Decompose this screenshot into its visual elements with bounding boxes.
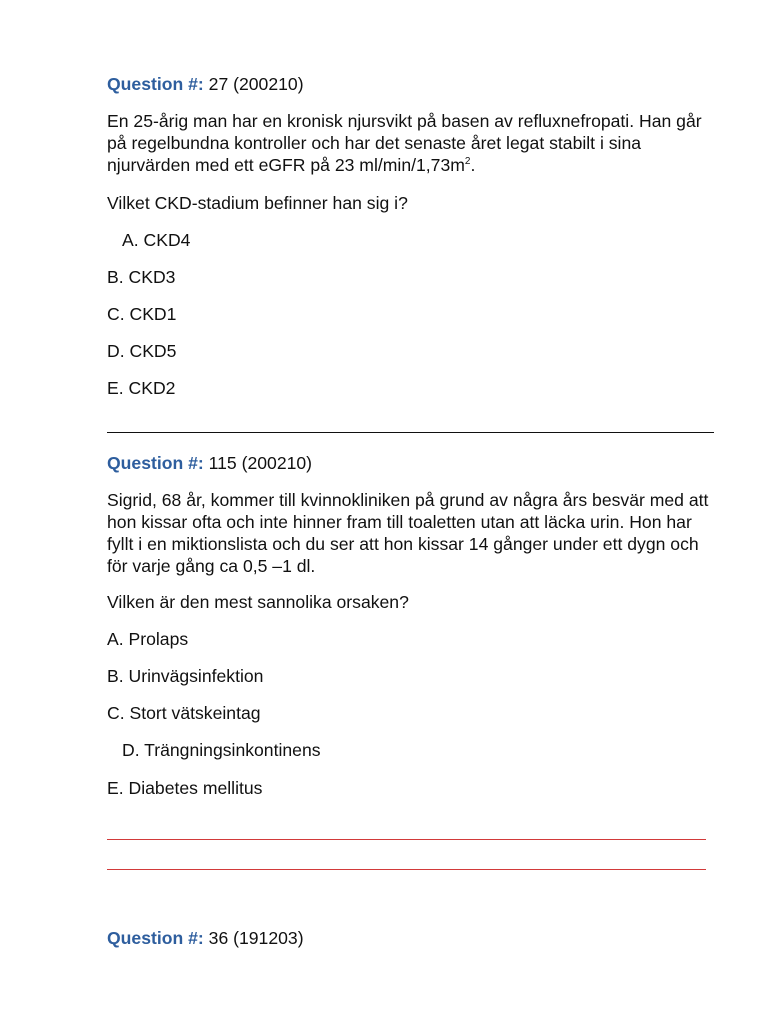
- question-label: Question #:: [107, 928, 204, 948]
- question-header: [107, 927, 304, 949]
- answer-option: E. CKD2: [107, 378, 176, 398]
- answer-option: A. CKD4: [122, 230, 191, 250]
- question-stem-text: En 25-årig man har en kronisk njursvikt på basen av refluxnefropati. Han går på regelbundna kontroller och har det senaste året legat stabilt i sina njurvärden med ett eGFR på 23 ml/min/1,73m: [107, 111, 702, 175]
- answer-option: C. Stort vätskeintag: [107, 703, 261, 723]
- question-header: [107, 73, 304, 95]
- answer-option: B. Urinvägsinfektion: [107, 666, 264, 686]
- question-label: Question #:: [107, 74, 204, 94]
- question-prompt: Vilket CKD-stadium befinner han sig i?: [107, 193, 408, 213]
- answer-option: D. Trängningsinkontinens: [122, 740, 321, 760]
- question-id: 36 (191203): [203, 928, 304, 948]
- question-stem: [107, 110, 717, 176]
- question-id: 27 (200210): [203, 74, 304, 94]
- red-rule: [107, 869, 706, 870]
- answer-option: A. Prolaps: [107, 629, 189, 649]
- question-separator: [107, 432, 714, 433]
- question-stem-end: .: [470, 155, 476, 175]
- question-label: Question #:: [107, 453, 204, 473]
- red-rule: [107, 839, 706, 840]
- superscript: 2: [464, 156, 471, 167]
- answer-option: D. CKD5: [107, 341, 177, 361]
- answer-option: E. Diabetes mellitus: [107, 778, 263, 798]
- answer-option: B. CKD3: [107, 267, 176, 287]
- question-prompt: Vilken är den mest sannolika orsaken?: [107, 592, 409, 612]
- question-id: 115 (200210): [203, 453, 313, 473]
- answer-option: C. CKD1: [107, 304, 177, 324]
- question-stem: Sigrid, 68 år, kommer till kvinnokliniken på grund av några års besvär med att hon kissar ofta och inte hinner fram till toaletten utan att läcka urin. Hon har fyllt i en miktionslista och du ser att hon kissar 14 gånger under ett dygn och för varje gång ca 0,5 –1 dl.: [107, 490, 709, 576]
- question-header: [107, 452, 312, 474]
